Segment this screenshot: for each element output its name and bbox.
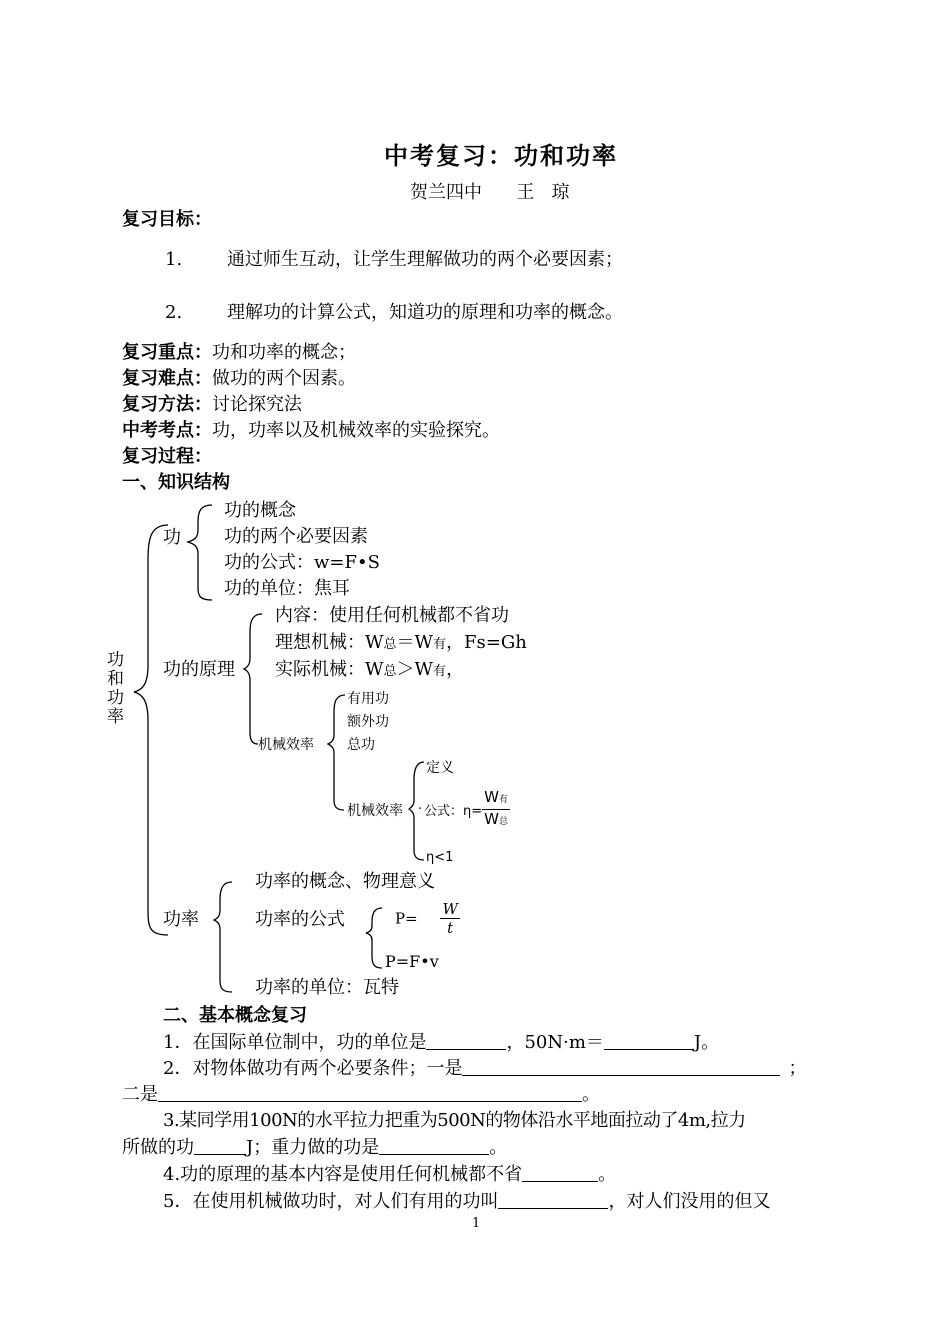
goal-text: 通过师生互动，让学生理解做功的两个必要因素； xyxy=(227,249,623,270)
info-label: 复习过程： xyxy=(122,446,212,467)
answer-blank[interactable] xyxy=(194,1136,246,1155)
question-2-line-2: 二是 。 xyxy=(122,1084,600,1105)
page-number: 1 xyxy=(472,1216,481,1231)
formula-label: 公式：η= xyxy=(424,804,483,819)
principle-real xyxy=(275,659,464,683)
power-concept: 功率的概念、物理意义 xyxy=(255,871,435,892)
ideal-label: 理想机械：W xyxy=(275,632,384,653)
power-fraction xyxy=(440,900,459,937)
section1-heading: 一、知识结构 xyxy=(122,472,230,493)
answer-blank[interactable] xyxy=(522,1163,598,1182)
info-label: 复习方法： xyxy=(122,394,212,415)
structure-root: 功和功率 xyxy=(103,650,123,726)
power-unit: 功率的单位：瓦特 xyxy=(255,977,399,998)
info-value: 做功的两个因素。 xyxy=(212,368,356,389)
power-numerator: W xyxy=(442,900,458,918)
power-formula-2: P=F•v xyxy=(385,952,439,971)
work-item-1: 功的概念 xyxy=(224,500,296,521)
work-item-3: 功的公式：w=F•S xyxy=(224,552,380,573)
question-5: 5．在使用机械做功时，对人们有用的功叫 ，对人们没用的但又 xyxy=(163,1191,771,1212)
efficiency-kind-2: 额外功 xyxy=(347,714,389,730)
ideal-tail: ，Fs=Gh xyxy=(446,632,527,653)
question-1: 1．在国际单位制中，功的单位是 ，50N·m＝ J。 xyxy=(163,1032,720,1053)
answer-blank[interactable] xyxy=(462,1057,780,1076)
real-tail: ， xyxy=(446,659,465,680)
author-line: 贺兰四中 王 琼 xyxy=(410,182,570,203)
info-label: 复习难点： xyxy=(122,368,212,389)
efficiency-definition: 定义 xyxy=(426,760,454,776)
question-4: 4.功的原理的基本内容是使用任何机械都不省 。 xyxy=(163,1164,617,1185)
work-item-4: 功的单位：焦耳 xyxy=(224,578,350,599)
info-value: 功和功率的概念； xyxy=(212,342,356,363)
principle-content: 内容：使用任何机械都不省功 xyxy=(275,605,509,626)
answer-blank[interactable] xyxy=(379,1136,489,1155)
page-title: 中考复习：功和功率 xyxy=(384,141,618,170)
question-3-line-2: 所做的功 J；重力做的功是 。 xyxy=(122,1137,508,1158)
goal-num: 1. xyxy=(165,249,183,270)
answer-blank[interactable] xyxy=(426,1031,506,1050)
fraction-denominator: W总 xyxy=(484,810,508,828)
real-mid: ＞W xyxy=(396,659,434,680)
info-value: 讨论探究法 xyxy=(212,394,302,415)
answer-blank[interactable] xyxy=(604,1031,694,1050)
power-denominator: t xyxy=(447,919,454,937)
real-sub-useful: 有 xyxy=(433,664,447,679)
fraction-numerator: W有 xyxy=(482,788,510,810)
info-value: 功，功率以及机械效率的实验探究。 xyxy=(212,420,500,441)
power-label: 功率 xyxy=(163,909,199,930)
efficiency-label: 机械效率 xyxy=(258,737,314,753)
question-3-line-1: 3.某同学用100N的水平拉力把重为500N的物体沿水平地面拉动了4m,拉力 xyxy=(163,1110,746,1131)
real-sub-total: 总 xyxy=(383,664,397,679)
info-label: 中考考点： xyxy=(122,420,212,441)
efficiency-fraction xyxy=(482,788,510,831)
answer-blank[interactable] xyxy=(498,1190,608,1209)
question-2-line-1: 2．对物体做功有两个必要条件；一是 ； xyxy=(163,1058,807,1079)
section2-heading: 二、基本概念复习 xyxy=(163,1005,307,1026)
efficiency-limit: η<1 xyxy=(426,850,454,865)
answer-blank[interactable] xyxy=(158,1083,582,1102)
efficiency-sub-label: 机械效率 xyxy=(347,803,403,819)
principle-label: 功的原理 xyxy=(163,659,235,680)
power-formula-1: P= $\frac{W}{t}$ xyxy=(395,900,458,937)
ideal-sub-useful: 有 xyxy=(433,637,447,652)
efficiency-kind-1: 有用功 xyxy=(347,691,389,707)
work-item-2: 功的两个必要因素 xyxy=(224,526,368,547)
ideal-mid: ＝W xyxy=(396,632,434,653)
real-label: 实际机械：W xyxy=(275,659,384,680)
info-label: 复习重点： xyxy=(122,342,212,363)
goal-num: 2. xyxy=(165,302,183,323)
efficiency-kind-3: 总功 xyxy=(347,737,375,753)
goals-heading: 复习目标： xyxy=(122,209,212,230)
goal-text: 理解功的计算公式，知道功的原理和功率的概念。 xyxy=(227,302,623,323)
ideal-sub-total: 总 xyxy=(383,637,397,652)
principle-ideal xyxy=(275,632,527,656)
work-label: 功 xyxy=(163,527,181,548)
efficiency-formula: · 公式：η= $\frac{\text{W有}}{\text{W总}}$ xyxy=(418,788,510,831)
power-formula-label: 功率的公式 xyxy=(255,909,345,930)
